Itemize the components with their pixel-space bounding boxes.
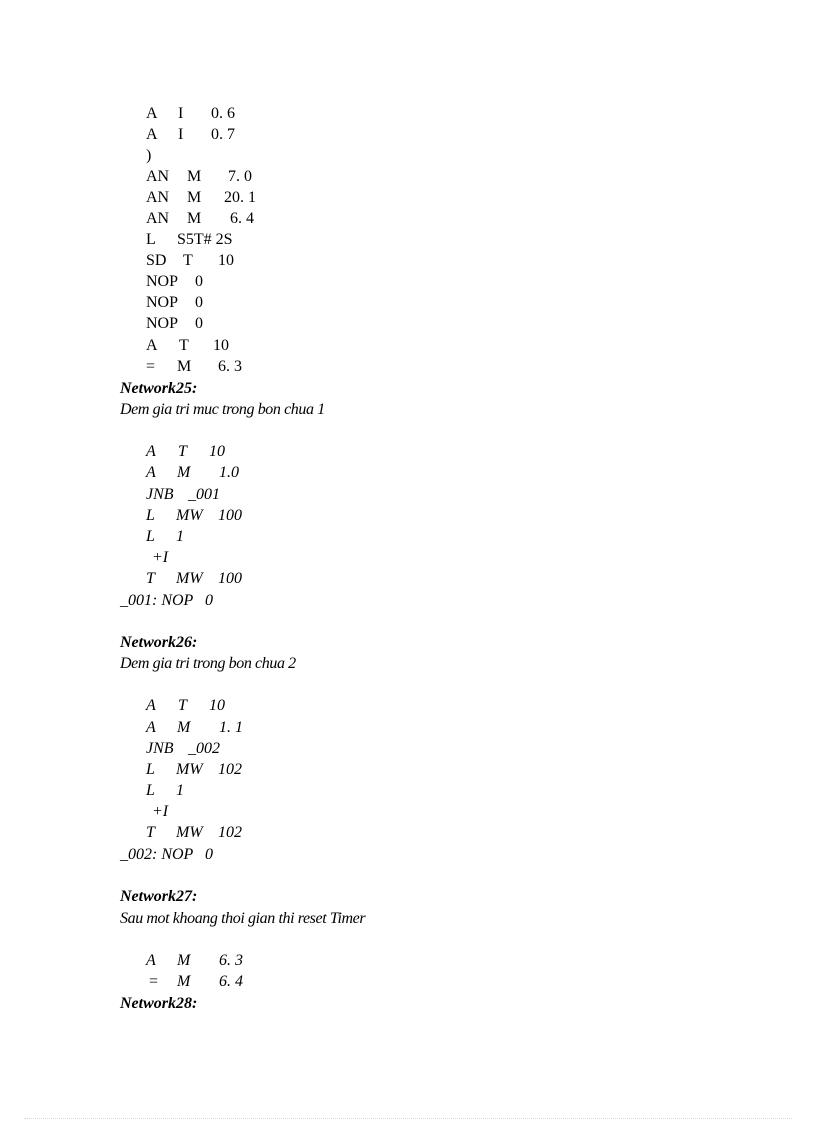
code-arg: T	[178, 443, 187, 460]
code-op: A	[146, 464, 156, 481]
code-addr: 10	[209, 697, 225, 714]
code-line	[146, 759, 242, 780]
code-op: SD	[146, 252, 167, 269]
code-line	[146, 441, 225, 462]
code-addr: 0. 7	[211, 126, 235, 143]
code-op: JNB	[146, 740, 174, 757]
code-op: NOP	[146, 315, 179, 332]
code-line	[146, 950, 243, 971]
code-line	[146, 695, 225, 716]
code-line	[146, 124, 235, 145]
code-line	[146, 335, 229, 356]
code-arg: M	[177, 358, 192, 375]
code-line	[146, 166, 252, 187]
code-op: +I	[152, 803, 169, 820]
code-line	[152, 547, 168, 568]
code-addr: 100	[218, 507, 242, 524]
code-arg: M	[177, 464, 191, 481]
code-addr: 7. 0	[228, 168, 252, 185]
code-arg: MW	[176, 507, 203, 524]
code-arg: M	[187, 210, 202, 227]
network-comment: Sau mot khoang thoi gian thi reset Timer	[120, 910, 366, 927]
code-addr: 102	[218, 824, 242, 841]
network-heading: Network25:	[120, 380, 198, 397]
code-arg: T	[183, 252, 193, 269]
code-op: NOP	[146, 273, 179, 290]
code-op: +I	[152, 549, 169, 566]
code-arg: 0	[195, 273, 203, 290]
code-op: AN	[146, 168, 170, 185]
code-line	[152, 801, 168, 822]
code-line	[146, 356, 242, 377]
code-op: L	[146, 231, 156, 248]
code-op: A	[146, 719, 156, 736]
code-arg: M	[187, 168, 202, 185]
code-addr: 10	[209, 443, 225, 460]
code-addr: 10	[213, 337, 229, 354]
code-op: AN	[146, 189, 170, 206]
page-bottom-rule	[24, 1118, 792, 1119]
code-op: )	[146, 147, 152, 164]
code-arg: 1	[176, 528, 184, 545]
code-op: L	[146, 761, 155, 778]
code-arg: T	[179, 337, 189, 354]
code-line	[146, 738, 220, 759]
code-line	[146, 484, 220, 505]
code-arg: _001	[188, 486, 220, 503]
code-op: L	[146, 782, 155, 799]
code-addr: 6. 4	[230, 210, 254, 227]
network-heading: Network26:	[120, 634, 198, 651]
code-op: NOP	[146, 294, 179, 311]
code-line	[146, 822, 242, 843]
code-arg: 1	[176, 782, 184, 799]
code-arg: 0	[195, 315, 203, 332]
code-addr: 6. 3	[218, 358, 242, 375]
code-op: JNB	[146, 486, 174, 503]
network-heading: Network27:	[120, 888, 198, 905]
code-line	[146, 971, 243, 992]
code-arg: M	[177, 952, 191, 969]
code-line	[146, 292, 203, 313]
network-heading: Network28:	[120, 995, 198, 1012]
code-addr: 102	[218, 761, 242, 778]
code-op: A	[146, 443, 156, 460]
code-addr: 10	[218, 252, 234, 269]
code-arg: MW	[176, 824, 203, 841]
code-line	[146, 250, 234, 271]
code-line	[146, 103, 235, 124]
code-addr: 6. 4	[219, 973, 243, 990]
code-label-line: _002: NOP 0	[120, 846, 214, 863]
code-line	[146, 780, 184, 801]
code-line	[146, 717, 243, 738]
code-op: =	[146, 358, 156, 375]
code-arg: T	[178, 697, 187, 714]
code-line	[146, 462, 239, 483]
code-line	[146, 271, 203, 292]
code-op: A	[146, 105, 158, 122]
code-op: AN	[146, 210, 170, 227]
code-addr: 20. 1	[224, 189, 256, 206]
code-addr: 0. 6	[211, 105, 235, 122]
code-arg: M	[177, 973, 191, 990]
code-op: L	[146, 507, 155, 524]
code-addr: 100	[218, 570, 242, 587]
code-addr: 1.0	[219, 464, 239, 481]
code-line	[146, 505, 242, 526]
network-comment: Dem gia tri muc trong bon chua 1	[120, 401, 325, 418]
code-arg: I	[178, 126, 184, 143]
code-arg: _002	[188, 740, 220, 757]
code-line	[146, 229, 233, 250]
code-line	[146, 208, 254, 229]
code-arg: MW	[176, 570, 203, 587]
code-addr: 6. 3	[219, 952, 243, 969]
code-op: A	[146, 952, 156, 969]
code-line	[146, 526, 184, 547]
code-op: A	[146, 697, 156, 714]
code-line	[146, 145, 162, 166]
code-op: L	[146, 528, 155, 545]
code-addr: 1. 1	[219, 719, 243, 736]
code-arg: I	[178, 105, 184, 122]
code-op: T	[146, 824, 155, 841]
network-comment: Dem gia tri trong bon chua 2	[120, 655, 296, 672]
code-line	[146, 313, 203, 334]
code-op: A	[146, 126, 158, 143]
code-arg: S5T# 2S	[177, 231, 233, 248]
code-arg: MW	[176, 761, 203, 778]
code-op: =	[148, 973, 159, 990]
code-op: A	[146, 337, 158, 354]
code-arg: M	[187, 189, 202, 206]
code-label-line: _001: NOP 0	[120, 592, 214, 609]
code-op: T	[146, 570, 155, 587]
code-line	[146, 568, 242, 589]
code-line	[146, 187, 256, 208]
code-arg: 0	[195, 294, 203, 311]
code-arg: M	[177, 719, 191, 736]
